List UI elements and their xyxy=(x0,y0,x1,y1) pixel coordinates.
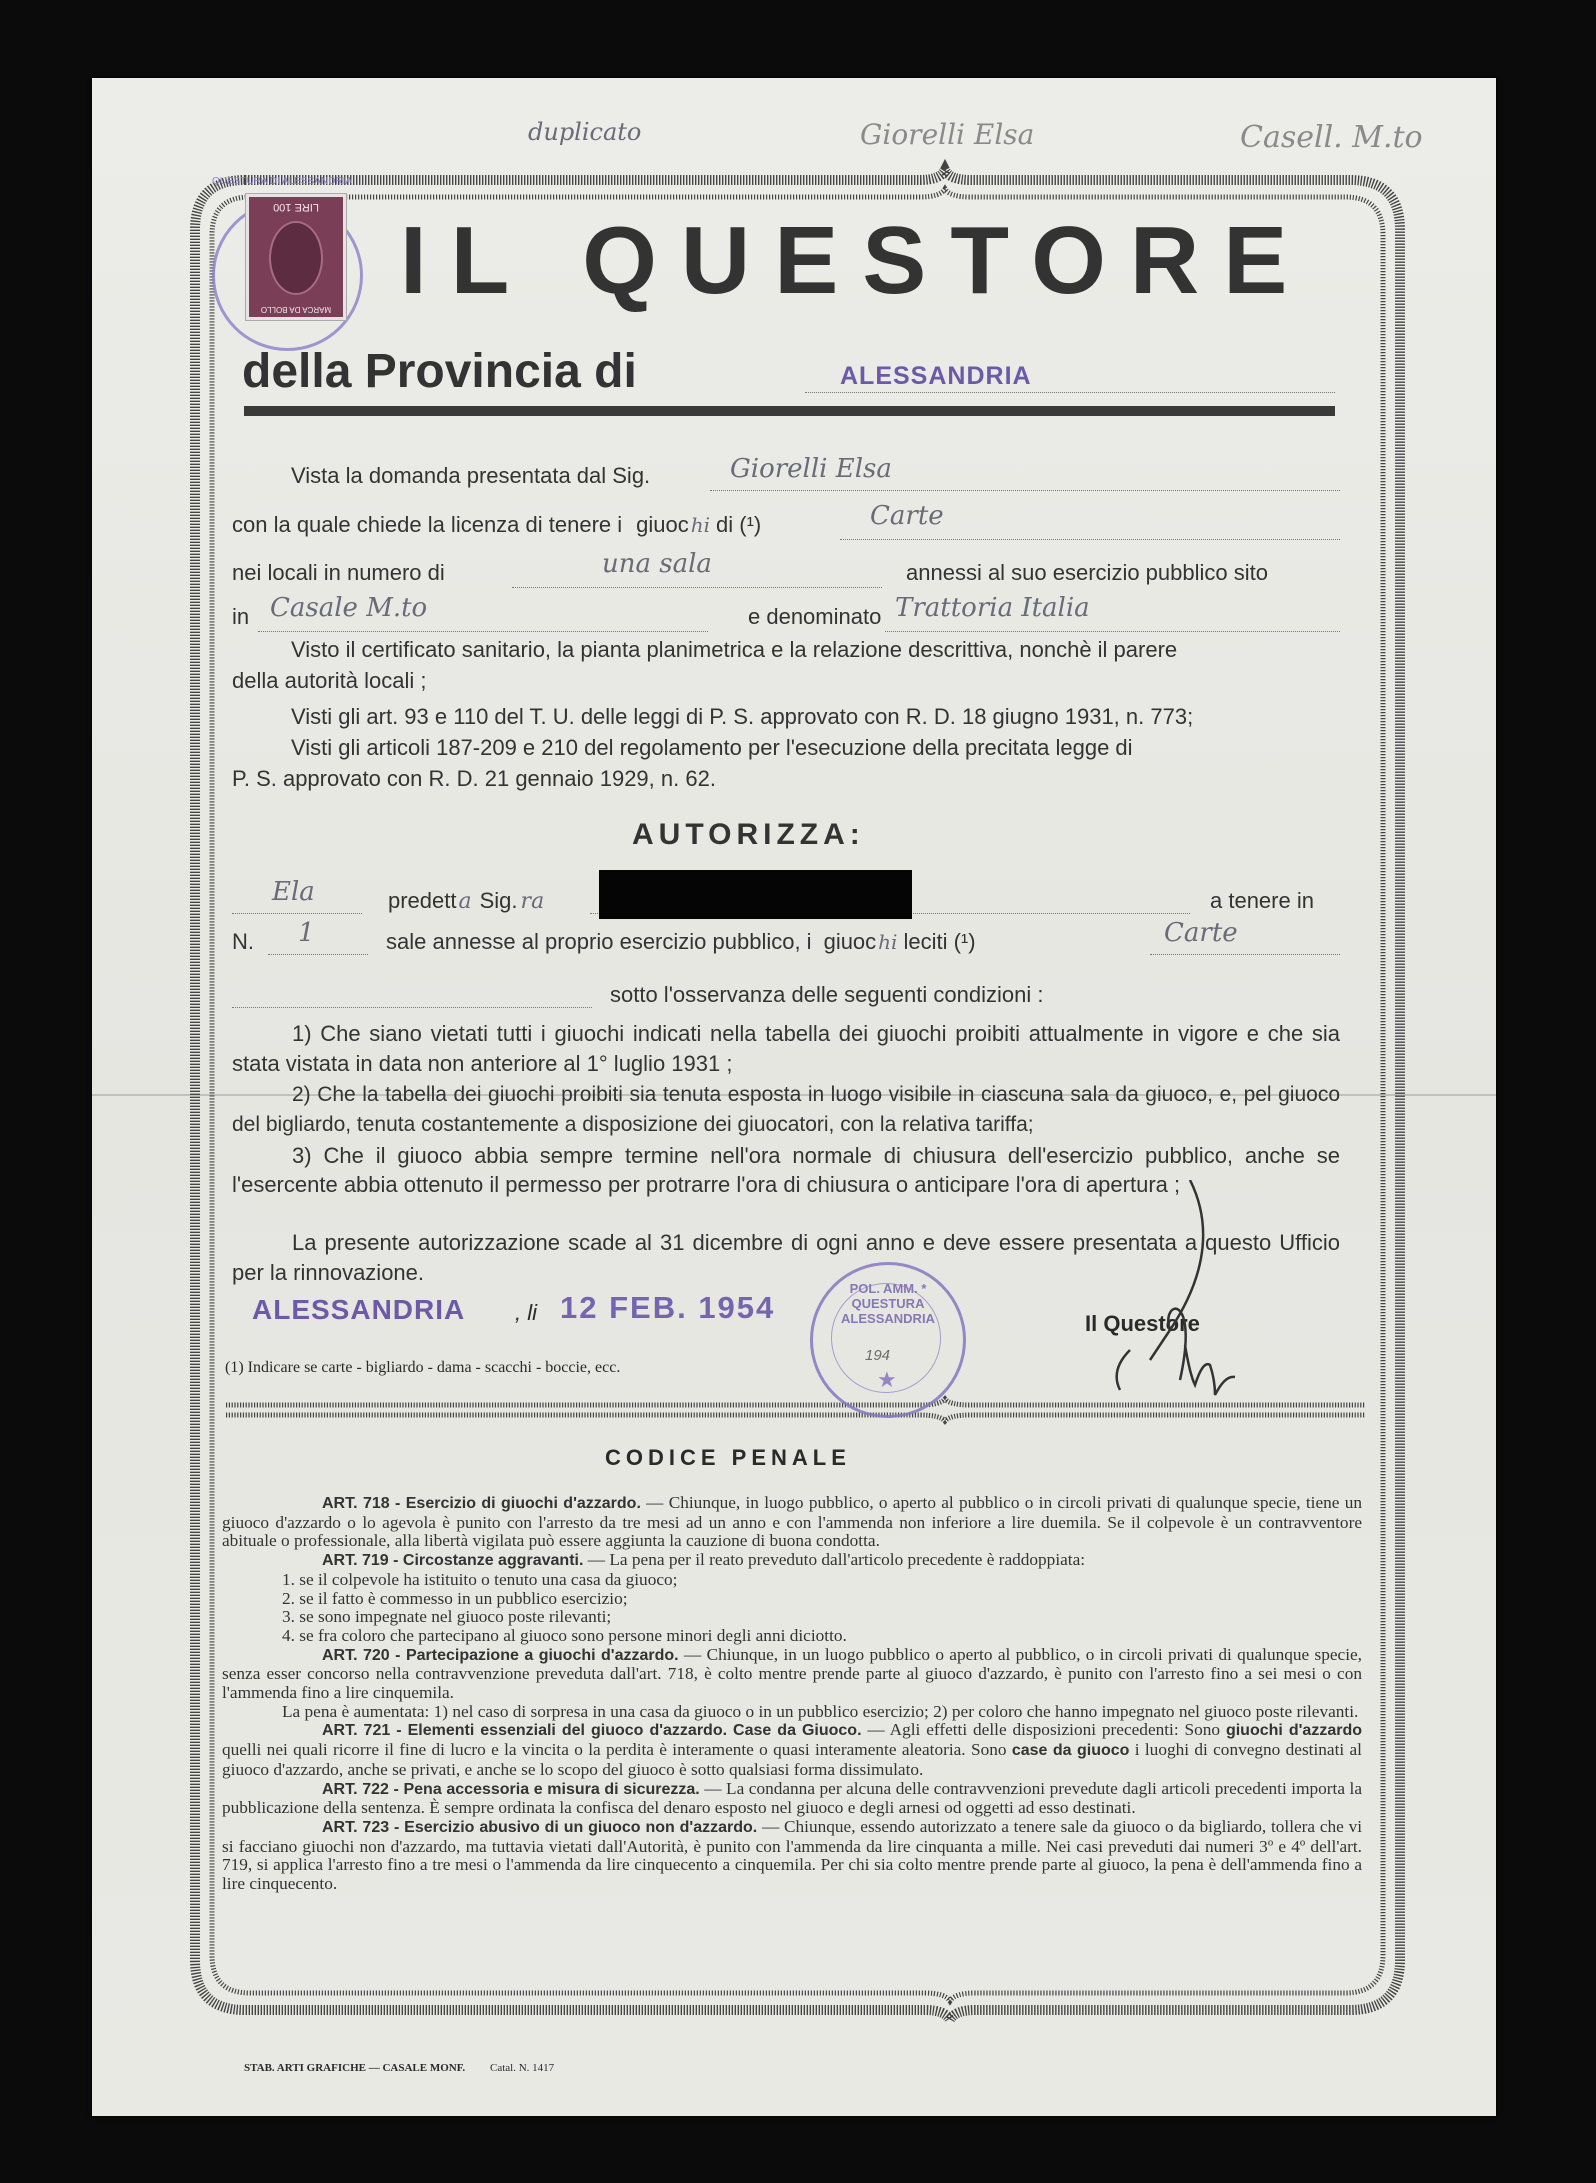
hand-suffix: hi xyxy=(690,513,711,537)
location-field xyxy=(258,593,708,632)
request-label-2b: giuoc xyxy=(636,512,689,537)
article-723 xyxy=(222,1818,1362,1894)
condition-3: 3) Che il giuoco abbia sempre termine nell'ora normale di chiusura dell'esercizio pubblico, anche se l'esercente abbia ottenuto il permesso per protrarre l'ora di chiusura o anticipare l'ora di apertura ; xyxy=(232,1143,1340,1197)
article-title: ART. 719 - Circostanze aggravanti. xyxy=(322,1552,584,1570)
annotation-name: Giorelli Elsa xyxy=(860,118,1035,151)
visto-1b: della autorità locali ; xyxy=(232,668,427,693)
request-label-2c: di (¹) xyxy=(716,512,762,537)
article-text: quelli nei quali ricorre il fine di lucro e la vincita o la perdita è interamente o quasi interamente aleatoria. Sono xyxy=(222,1740,1012,1760)
list-item: 1. se il colpevole ha istituito o tenuto una casa da giuoco; xyxy=(282,1569,678,1589)
request-label-4: in xyxy=(232,604,250,629)
auth-label-2c: giuoc xyxy=(823,929,877,954)
applicant-field xyxy=(710,454,1340,491)
pronoun-value: Ela xyxy=(272,877,315,907)
li-label: , li xyxy=(515,1300,537,1325)
article-text: — La pena per il reato preveduto dall'articolo precedente è raddoppiata: xyxy=(583,1550,1086,1570)
business-name-field xyxy=(885,593,1340,632)
province-field xyxy=(805,358,1335,393)
article-720 xyxy=(222,1646,1362,1703)
auth-label-1b: Sig. xyxy=(479,888,518,913)
printer-credit: STAB. ARTI GRAFICHE — CASALE MONF. xyxy=(244,2062,466,2074)
list-item: 4. se fra coloro che partecipano al giuoco sono persone minori degli anni diciotto. xyxy=(282,1625,847,1645)
request-label-2: con la quale chiede la licenza di tenere i xyxy=(232,512,623,537)
condition-2: 2) Che la tabella dei giuochi proibiti sia tenuta esposta in luogo visibile in ciascuna sala da giuoco, e, pel giuoco del bigliardo, tenuta costantemente a disposizione dei giuocatori, con la relativa tariffa; xyxy=(232,1083,1340,1136)
location-value: Casale M.to xyxy=(270,593,428,623)
article-text: i luoghi di convegno destinati al giuoco d'azzardo, anche se privati, e anche se lo scopo del giuoco è sotto qualsiasi forma dissimulato. xyxy=(222,1740,1362,1779)
article-text: — Chiunque, in un luogo pubblico o aperto al pubblico, o in circoli privati di qualunque specie, senza esser concorso nella contravvenzione preveduta dall'art. 718, è colto mentre prende parte al giuoco d'azzardo, è punito con l'arresto fino a sei mesi o con l'ammenda fino a lire cinquemila. xyxy=(222,1644,1363,1703)
visto-2: Visti gli art. 93 e 110 del T. U. delle leggi di P. S. approvato con R. D. 18 giugno 1931, n. 773; xyxy=(291,704,1194,729)
seal-text-bottom: POL. AMM. * QUESTURA ALESSANDRIA xyxy=(841,1281,935,1326)
hand-suffix-4: hi xyxy=(878,930,898,954)
questura-seal xyxy=(810,1262,966,1418)
applicant-name: Giorelli Elsa xyxy=(730,454,892,484)
request-row-2 xyxy=(232,512,761,538)
games-field xyxy=(840,501,1340,540)
request-label-3b: annessi al suo esercizio pubblico sito xyxy=(906,560,1268,585)
page-subtitle: della Provincia di xyxy=(242,345,637,398)
article-719 xyxy=(222,1551,1362,1571)
issue-date: 12 FEB. 1954 xyxy=(560,1290,776,1325)
penal-code-articles xyxy=(222,1494,1362,1894)
revenue-stamp xyxy=(246,194,346,320)
hand-suffix-3: ra xyxy=(520,889,545,914)
seal-year: 194 xyxy=(865,1347,891,1364)
star-emblem-icon: ★ xyxy=(877,1367,897,1392)
auth-label-1c: a tenere in xyxy=(1210,888,1314,913)
auth-row-1 xyxy=(388,888,544,914)
visto-1: Visto il certificato sanitario, la pianta planimetrica e la relazione descrittiva, nonchè il parere xyxy=(291,637,1178,662)
article-721 xyxy=(222,1721,1362,1779)
hand-suffix-2: a xyxy=(458,889,472,914)
rooms-count-field xyxy=(268,918,368,955)
article-title: ART. 718 - Esercizio di giuochi d'azzardo. xyxy=(322,1495,641,1512)
request-label-4b: e denominato xyxy=(748,604,882,629)
rooms-count-value: 1 xyxy=(298,918,315,948)
article-text: — La condanna per alcuna delle contravvenzioni prevedute dagli articoli precedenti importa la pubblicazione della sentenza. È sempre ordinata la confisca del denaro esposto nel giuoco e degli arnesi od oggetti ad esso destinati. xyxy=(222,1778,1362,1818)
business-name-value: Trattoria Italia xyxy=(895,593,1090,623)
seal-text: QUESTURA DI ALESSANDRIA xyxy=(212,176,353,187)
auth-label-2b: sale annesse al proprio esercizio pubblico, i xyxy=(386,929,812,954)
article-text: La pena è aumentata: 1) nel caso di sorpresa in una casa da giuoco o in un pubblico esercizio; 2) per coloro che hanno impegnato nel giuoco poste rilevanti. xyxy=(282,1701,1359,1721)
term: giuochi d'azzardo xyxy=(1225,1722,1362,1740)
auth-label-1a: predett xyxy=(388,888,457,913)
visto-3: Visti gli articoli 187-209 e 210 del regolamento per l'esecuzione della precitata legge di xyxy=(291,735,1133,760)
auth-label-2a: N. xyxy=(232,929,254,954)
rooms-value: una sala xyxy=(602,549,712,579)
authorization-heading: AUTORIZZA: xyxy=(632,818,865,851)
article-title: ART. 720 - Partecipazione a giuochi d'azzardo. xyxy=(322,1646,679,1664)
article-718 xyxy=(222,1494,1362,1551)
annotation-city: Casell. M.to xyxy=(1240,120,1423,155)
article-722 xyxy=(222,1780,1362,1818)
request-label-1: Vista la domanda presentata dal Sig. xyxy=(291,463,651,488)
redaction-bar xyxy=(599,870,912,919)
pronoun-field xyxy=(232,877,362,914)
auth-label-2d: leciti (¹) xyxy=(903,929,976,954)
questore-signature xyxy=(1090,1180,1290,1410)
list-item: 2. se il fatto è commesso in un pubblico esercizio; xyxy=(282,1588,628,1608)
request-label-3: nei locali in numero di xyxy=(232,560,445,585)
allowed-games-value: Carte xyxy=(1164,918,1238,948)
province-value: ALESSANDRIA xyxy=(840,362,1032,390)
stamp-text: MARCA DA BOLLO xyxy=(260,305,332,314)
blank-field xyxy=(232,981,592,1008)
expiry-notice: La presente autorizzazione scade al 31 dicembre di ogni anno e deve essere presentata a questo Ufficio per la rinnovazione. xyxy=(232,1230,1340,1285)
footnote: (1) Indicare se carte - bigliardo - dama - scacchi - boccie, ecc. xyxy=(225,1359,621,1376)
codice-penale-heading: CODICE PENALE xyxy=(605,1445,851,1470)
catalog-number: Catal. N. 1417 xyxy=(490,2062,555,2074)
article-text: — Chiunque, in luogo pubblico, o aperto al pubblico o in circoli privati di qualunque specie, tiene un giuoco d'azzardo o lo agevola è punito con l'arresto da tre mesi ad un anno e con l'ammenda non inferiore a lire duemila. Se il colpevole è un contravventore abituale o professionale, alla libertà vigilata può essere aggiunta la cauzione di buona condotta. xyxy=(222,1493,1363,1551)
article-title: ART. 722 - Pena accessoria e misura di sicurezza. xyxy=(322,1780,700,1798)
article-text: — Chiunque, essendo autorizzato a tenere sale da giuoco o da bigliardo, tollera che vi si facciano giuochi non d'azzardo, ma tuttavia vietati dall'Autorità, è punito con l'ammenda da lire cinquanta a mille. Nei casi preveduti dai numeri 3º e 4º dell'art. 719, si applica l'arresto fino a tre mesi o l'ammenda da lire cinquecento a cinquemila. Per chi sia colto mentre prende parte al giuoco, la pena è dell'ammenda fino a lire cinquecento. xyxy=(222,1816,1363,1894)
article-text: — Agli effetti delle disposizioni precedenti: Sono xyxy=(861,1720,1226,1740)
allowed-games-field xyxy=(1150,918,1340,955)
stamp-value: LIRE 100 xyxy=(273,201,319,213)
article-title: ART. 721 - Elementi essenziali del giuoco d'azzardo. Case da Giuoco. xyxy=(322,1722,862,1740)
page-title: IL QUESTORE xyxy=(400,207,1312,314)
condition-1: 1) Che siano vietati tutti i giuochi indicati nella tabella dei giuochi proibiti attualmente in vigore e che sia stata vistata in data non anteriore al 1° luglio 1931 ; xyxy=(232,1021,1340,1076)
signer-title: Il Questore xyxy=(1085,1311,1200,1336)
issue-place: ALESSANDRIA xyxy=(252,1294,466,1325)
stamp-portrait-icon xyxy=(269,221,323,295)
term: case da giuoco xyxy=(1011,1742,1130,1760)
header-rule xyxy=(244,406,1335,416)
auth-row-2 xyxy=(386,929,976,955)
annotation-duplicate: duplicato xyxy=(528,118,642,146)
games-value: Carte xyxy=(870,501,944,531)
visto-3b: P. S. approvato con R. D. 21 gennaio 1929, n. 62. xyxy=(232,766,716,791)
article-title: ART. 723 - Esercizio abusivo di un giuoco non d'azzardo. xyxy=(322,1818,758,1836)
auth-label-3: sotto l'osservanza delle seguenti condizioni : xyxy=(610,982,1044,1007)
rooms-field xyxy=(512,549,882,588)
list-item: 3. se sono impegnate nel giuoco poste rilevanti; xyxy=(282,1607,612,1627)
